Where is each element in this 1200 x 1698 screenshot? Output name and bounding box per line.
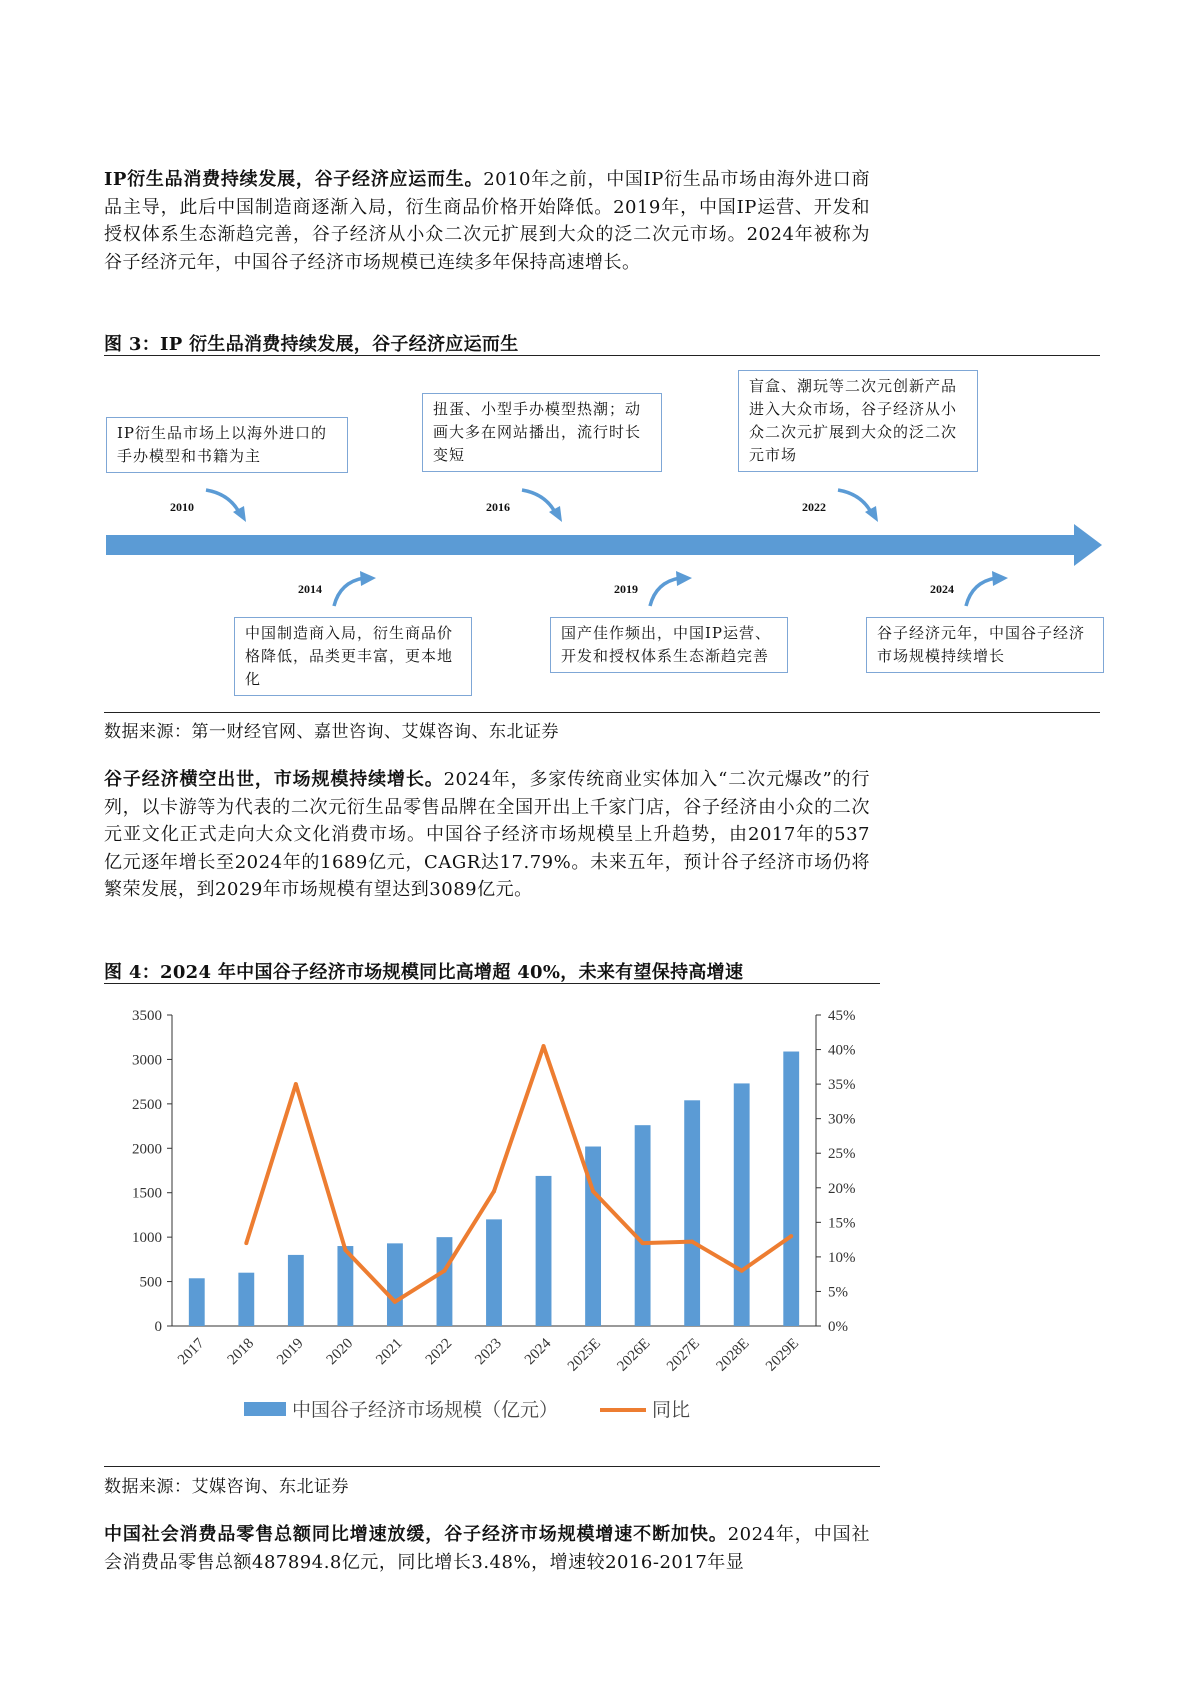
bar: [238, 1273, 254, 1326]
figure-3-top-rule: [104, 355, 1100, 356]
bar: [437, 1237, 453, 1326]
x-tick-label: 2017: [175, 1335, 208, 1369]
intro-paragraph: [104, 166, 870, 276]
market-paragraph: [104, 766, 870, 904]
x-tick-label: 2023: [472, 1335, 505, 1369]
y2-tick-label: 40%: [828, 1042, 856, 1059]
bar: [189, 1278, 205, 1326]
y2-tick-label: 20%: [828, 1180, 856, 1197]
figure-3-bottom-rule: [104, 712, 1100, 713]
yoy-point: [393, 1300, 397, 1304]
yoy-point: [542, 1044, 546, 1048]
bar: [783, 1052, 799, 1326]
bar: [536, 1176, 552, 1326]
up-curve-arrow-icon: [646, 568, 696, 610]
down-curve-arrow-icon: [516, 484, 566, 524]
market-heading: 谷子经济横空出世，市场规模持续增长。: [104, 769, 444, 790]
figure-4-top-rule: [104, 983, 880, 984]
x-tick-label: 2029E: [763, 1335, 803, 1375]
x-tick-label: 2021: [373, 1335, 406, 1369]
timeline-year-2019: 2019: [614, 582, 638, 596]
timeline-year-2016: 2016: [486, 500, 510, 514]
y2-tick-label: 15%: [828, 1215, 856, 1232]
yoy-point: [492, 1189, 496, 1193]
yoy-point: [690, 1240, 694, 1244]
intro-heading: IP衍生品消费持续发展，谷子经济应运而生。: [104, 169, 484, 190]
x-tick-label: 2028E: [713, 1335, 753, 1375]
y2-tick-label: 25%: [828, 1146, 856, 1163]
yoy-point: [442, 1269, 446, 1273]
bar: [387, 1243, 403, 1326]
figure-3-source: 数据来源：第一财经官网、嘉世咨询、艾媒咨询、东北证券: [104, 722, 559, 742]
x-tick-label: 2027E: [663, 1335, 703, 1375]
x-tick-label: 2020: [323, 1335, 357, 1369]
timeline-event-2014: 中国制造商入局，衍生商品价格降低，品类更丰富，更本地化: [234, 617, 472, 696]
retail-text: 2024年，中国社会消费品零售总额487894.8亿元，同比增长3.48%，增速较2016-2017年显: [104, 1524, 870, 1573]
y2-tick-label: 0%: [828, 1319, 848, 1335]
bar: [684, 1100, 700, 1326]
y2-tick-label: 45%: [828, 1008, 856, 1024]
y2-tick-label: 5%: [828, 1284, 848, 1301]
yoy-point: [294, 1082, 298, 1086]
timeline-event-2022: 盲盒、潮玩等二次元创新产品进入大众市场，谷子经济从小众二次元扩展到大众的泛二次元市场: [738, 370, 978, 472]
y2-tick-label: 35%: [828, 1077, 856, 1094]
market-size-chart: [104, 990, 880, 1460]
legend-line-label: 同比: [652, 1400, 691, 1421]
x-tick-label: 2026E: [614, 1335, 654, 1375]
retail-heading: 中国社会消费品零售总额同比增速放缓，谷子经济市场规模增速不断加快。: [104, 1524, 728, 1545]
legend-bar-label: 中国谷子经济市场规模（亿元）: [292, 1400, 559, 1421]
timeline-event-2016: 扭蛋、小型手办模型热潮；动画大多在网站播出，流行时长变短: [422, 393, 662, 472]
timeline-event-2019: 国产佳作频出，中国IP运营、开发和授权体系生态渐趋完善: [550, 617, 788, 673]
bar: [734, 1083, 750, 1326]
yoy-point: [343, 1248, 347, 1252]
y2-tick-label: 10%: [828, 1249, 856, 1266]
bar: [635, 1125, 651, 1326]
x-tick-label: 2022: [422, 1335, 456, 1369]
intro-text: 2010年之前，中国IP衍生品市场由海外进口商品主导，此后中国制造商逐渐入局，衍生商品价格开始降低。2019年，中国IP运营、开发和授权体系生态渐趋完善，谷子经济从小众二次元扩展到大众的泛二次元市场。2024年被称为谷子经济元年，中国谷子经济市场规模已连续多年保持高速增长。: [104, 169, 871, 273]
legend-bar-swatch: [244, 1402, 286, 1416]
yoy-point: [641, 1241, 645, 1245]
y-tick-label: 1000: [132, 1230, 162, 1247]
down-curve-arrow-icon: [200, 484, 250, 524]
market-text: 2024年，多家传统商业实体加入“二次元爆改”的行列，以卡游等为代表的二次元衍生品零售品牌在全国开出上千家门店，谷子经济由小众的二次元亚文化正式走向大众文化消费市场。中国谷子经济市场规模呈上升趋势，由2017年的537亿元逐年增长至2024年的1689亿元，CAGR达17.79%。未来五年，预计谷子经济市场仍将繁荣发展，到2029年市场规模有望达到3089亿元。: [104, 769, 870, 900]
y-tick-label: 500: [139, 1274, 162, 1291]
bar: [486, 1219, 502, 1326]
x-tick-label: 2019: [274, 1335, 307, 1369]
figure-3-title: 图 3：IP 衍生品消费持续发展，谷子经济应运而生: [104, 334, 519, 355]
y-tick-label: 2500: [132, 1096, 162, 1113]
y-tick-label: 3000: [132, 1052, 162, 1069]
figure-4-title: 图 4：2024 年中国谷子经济市场规模同比高增超 40%，未来有望保持高增速: [104, 962, 744, 983]
timeline-arrow: [104, 520, 1104, 570]
timeline-year-2024: 2024: [930, 582, 954, 596]
y-tick-label: 3500: [132, 1008, 162, 1024]
y-tick-label: 2000: [132, 1141, 162, 1158]
retail-paragraph: [104, 1521, 870, 1576]
timeline-event-2024: 谷子经济元年，中国谷子经济市场规模持续增长: [866, 617, 1104, 673]
x-tick-label: 2025E: [564, 1335, 604, 1375]
up-curve-arrow-icon: [330, 568, 380, 610]
y2-tick-label: 30%: [828, 1111, 856, 1128]
y-tick-label: 1500: [132, 1185, 162, 1202]
timeline-year-2014: 2014: [298, 582, 322, 596]
timeline-event-2010: IP衍生品市场上以海外进口的手办模型和书籍为主: [106, 417, 348, 473]
timeline-year-2022: 2022: [802, 500, 826, 514]
x-tick-label: 2018: [224, 1335, 258, 1369]
figure-4-source: 数据来源：艾媒咨询、东北证券: [104, 1477, 349, 1497]
bar: [288, 1255, 304, 1326]
yoy-point: [740, 1269, 744, 1273]
x-tick-label: 2024: [521, 1335, 555, 1369]
up-curve-arrow-icon: [962, 568, 1012, 610]
yoy-point: [789, 1234, 793, 1238]
yoy-line: [246, 1046, 791, 1302]
down-curve-arrow-icon: [832, 484, 882, 524]
y-tick-label: 0: [154, 1319, 162, 1335]
yoy-point: [591, 1189, 595, 1193]
timeline-year-2010: 2010: [170, 500, 194, 514]
yoy-point: [244, 1241, 248, 1245]
figure-4-bottom-rule: [104, 1466, 880, 1467]
